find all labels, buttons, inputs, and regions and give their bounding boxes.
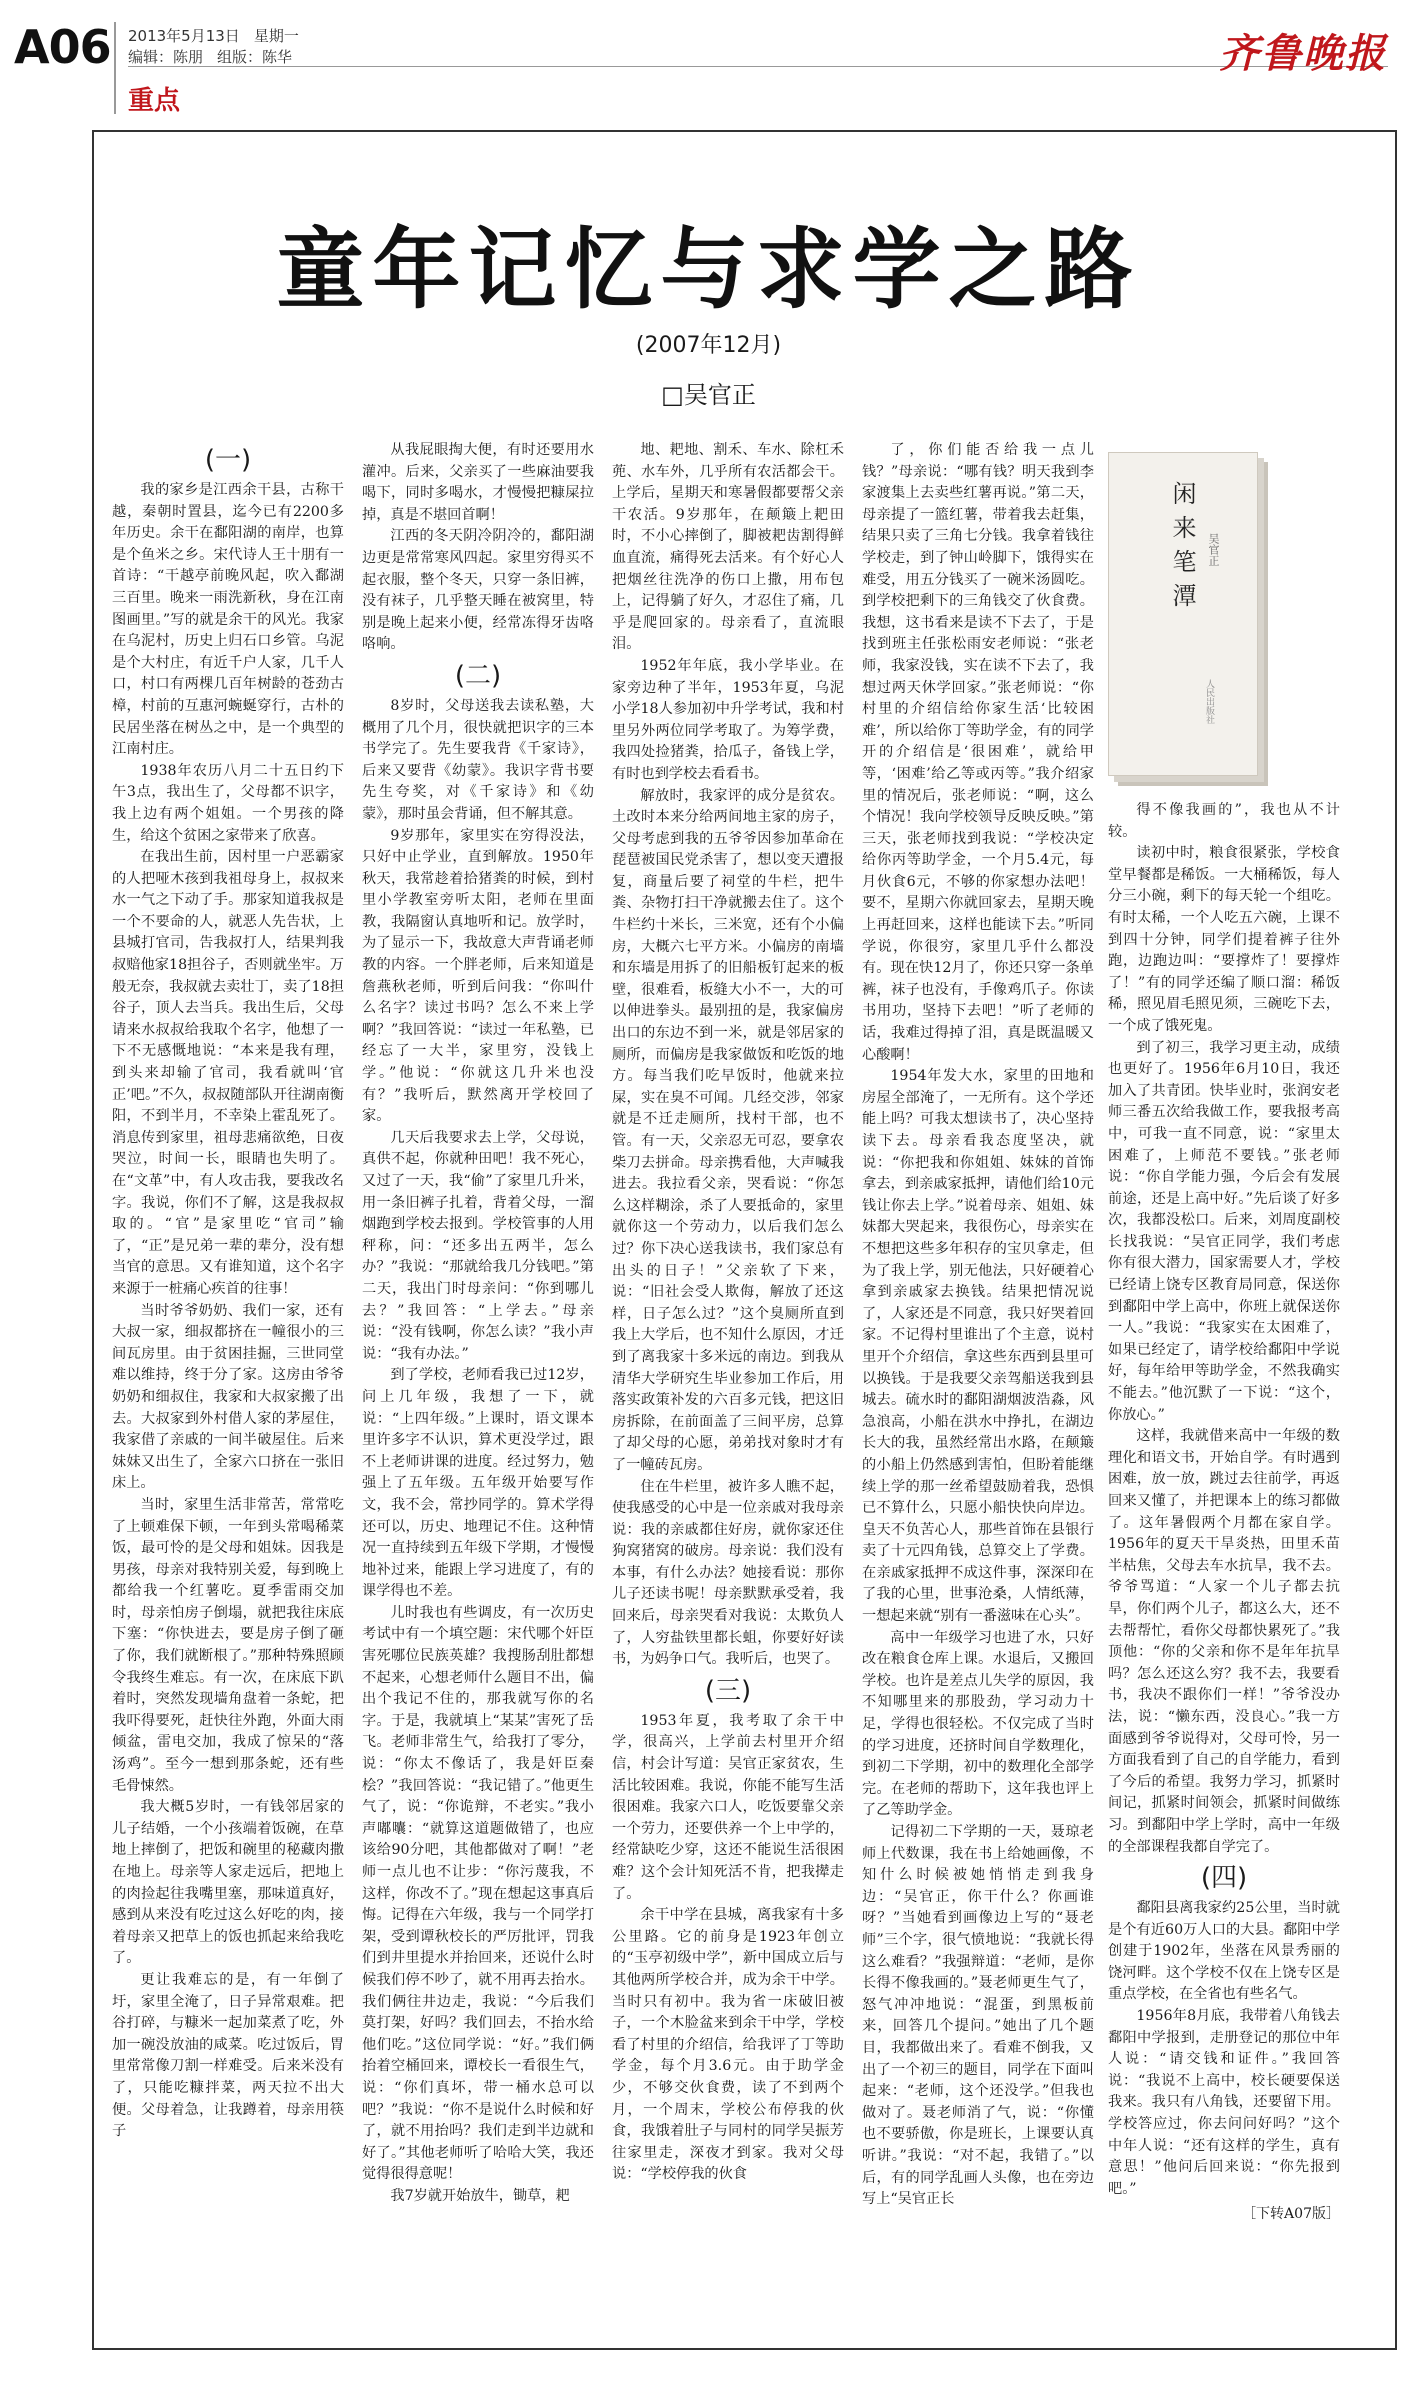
paragraph: 1938年农历八月二十五日约下午3点，我出生了，父母都不识字，我上边有两个姐姐。一个男孩的降生，给这个贫困之家带来了欣喜。 [112, 762, 344, 844]
paragraph: 住在牛栏里，被许多人瞧不起，使我感受的心中是一位亲戚对我母亲说：我的亲戚都住好房，就你家还住狗窝猪窝的破房。母亲说：我们没有本事，有什么办法？她接看说：那你儿子还读书呢！母亲默默承受着，我回来后，母亲哭看对我说：太欺负人了，人穷盐铁里都长蛆，你要好好读书，为妈争口气。我听后，也哭了。 [612, 1478, 844, 1668]
paragraph: 江西的冬天阴冷阴冷的，鄱阳湖边更是常常寒风四起。家里穷得买不起衣服，整个冬天，只穿一条旧裤，没有袜子，几乎整天睡在被窝里，特别是晚上起来小便，经常冻得牙齿咯咯响。 [362, 528, 594, 653]
issue-weekday: 星期一 [253, 27, 299, 45]
book-title: 闲来笔潭 [1168, 481, 1196, 617]
paragraph: 余干中学在县城，离我家有十多公里路。它的前身是1923年创立的“玉亭初级中学”，新中国成立后与其他两所学校合并，成为余干中学。当时只有初中。我为省一床破旧被子，一个木脸盆来到余干中学，学校看了村里的介绍信，给我评了丁等助学金，每个月3.6元。由于助学金少，不够交伙食费，读了不到两个月，一个周末，学校公布停我的伙食，我饿着肚子与同村的同学吴振芳往家里走，深夜才到家。我对父母说：“学校停我的伙食 [612, 1907, 844, 2183]
header-divider [114, 22, 116, 114]
paragraph: 9岁那年，家里实在穷得没法，只好中止学业，直到解放。1950年秋天，我常趁着拾猪粪的时候，到村里小学教室旁听太阳，老师在里面教，我隔窗认真地听和记。放学时，为了显示一下，我故意大声背诵老师教的内容。一个胖老师，后来知道是詹燕秋老师，听到后问我：“你叫什么名字？读过书吗？怎么不来上学啊？”我回答说：“读过一年私塾，已经忘了一大半，家里穷，没钱上学。”他说：“你就这几升米也没有？”我听后，默然离开学校回了家。 [362, 827, 594, 1125]
paragraph: 1953年夏，我考取了余干中学，很高兴，上学前去村里开介绍信，村会计写道：吴官正家贫农，生活比较困难。我说，你能不能写生活很困难。我家六口人，吃饭要靠父亲一个劳力，还要供养一个上中学的，经常缺吃少穿，这还不能说生活很困难？这个会计知死活不肯，把我撵走了。 [612, 1712, 844, 1902]
page-meta [128, 26, 313, 68]
paragraph: 读初中时，粮食很紧张，学校食堂早餐都是稀饭。一大桶稀饭，每人分三小碗，剩下的每天轮一个组吃。有时太稀，一个人吃五六碗，上课不到四十分钟，同学们提着裤子往外跑，边跑边叫：“要撑炸了！要撑炸了！”有的同学还编了顺口溜：稀饭稀，照见眉毛照见须，三碗吃下去，一个成了饿死鬼。 [1108, 845, 1340, 1034]
continuation-note: ［下转A07版］ [1242, 2206, 1340, 2223]
paragraph: 到了学校，老师看我已过12岁，问上几年级，我想了一下，就说：“上四年级。”上课时，语文课本里许多字不认识，算术更没学过，跟不上老师讲课的进度。经过努力，勉强上了五年级。五年级开始要写作文，我不会，常抄同学的。算术学得还可以，历史、地理记不住。这种情况一直持续到五年级下学期，才慢慢地补过来，能跟上学习进度了，有的课学得也不差。 [362, 1367, 594, 1600]
paragraph: 我7岁就开始放牛，锄草，耙 [390, 2187, 570, 2204]
column-body [862, 440, 1094, 2211]
paragraph: 从我屁眼掏大便，有时还要用水灌冲。后来，父亲买了一些麻油要我喝下，同时多喝水，才慢慢把糠屎拉掉，真是不堪回首啊！ [362, 442, 594, 523]
paragraph: 得不像我画的”，我也从不计较。 [1108, 802, 1340, 840]
paragraph: 我的家乡是江西余干县，古称干越，秦朝时置县，迄今已有2200多年历史。余干在鄱阳湖的南岸，也算是个鱼米之乡。宋代诗人王十朋有一首诗：“干越亭前晚风起，吹入鄱湖三百里。晚来一雨洗新秋，身在江南图画里。”写的就是余干的风光。我家在乌泥村，历史上归石口乡管。乌泥是个大村庄，有近千户人家，几千人口，村口有两棵几百年树龄的苍劲古樟，村前的互惠河蜿蜒穿行，古朴的民居坐落在树丛之中，是一个典型的江南村庄。 [112, 482, 344, 758]
book-author: 吴官正 [1207, 533, 1220, 566]
column-body [362, 696, 594, 2208]
paragraph: 记得初二下学期的一天，聂琼老师上代数课，我在书上给她画像，不知什么时候被她悄悄走到我身边：“吴官正，你干什么？你画谁呀？”当她看到画像边上写的“聂老师”三个字，很气愤地说：“我就长得这么难看？”我强辩道：“老师，是你长得不像我画的。”聂老师更生气了，怒气冲冲地说：“混蛋，到黑板前来，回答几个提问。”她出了几个题目，我都做出来了。看难不倒我，又出了一个初三的题目，同学在下面叫起来：“老师，这个还没学。”但我也做对了。聂老师消了气，说：“你懂也不要骄傲，你是班长，上课要认真听讲。”我说：“对不起，我错了。”以后，有的同学乱画人头像，也在旁边写上“吴官正长 [862, 1824, 1094, 2208]
paragraph: 儿时我也有些调皮，有一次历史考试中有一个填空题：宋代哪个奸臣害死哪位民族英雄？我搜肠刮肚都想不起来，心想老师什么题目不出，偏出个我记不住的，那我就写你的名字。于是，我就填上“某某”害死了岳飞。老师非常生气，给我打了零分，说：“你太不像话了，我是奸臣秦桧？”我回答说：“我记错了。”他更生气了，说：“你诡辩，不老实。”我小声嘟囔：“就算这道题做错了，也应该给90分吧，其他都做对了啊！”老师一点儿也不让步：“你污蔑我，不这样，你改不了。”现在想起这事真后悔。记得在六年级，我与一个同学打架，受到谭秋校长的严厉批评，罚我们到井里提水并抬回来，还说什么时候我们停不吵了，就不用再去抬水。我们俩往井边走，我说：“今后我们莫打架，好吗？我们回去，不抬水给他们吃。”这位同学说：“好。”我们俩抬着空桶回来，谭校长一看很生气，说：“你们真坏，带一桶水总可以吧？”我说：“你不是说什么时候和好了，就不用抬吗？我们走到半边就和好了。”其他老师听了哈哈大笑，我还觉得很得意呢！ [362, 1604, 594, 2183]
page-number: A06 [14, 20, 111, 74]
paragraph: 了，你们能否给我一点儿钱？”母亲说：“哪有钱？明天我到李家渡集上去卖些红薯再说。”第二天，母亲提了一篮红薯，带着我去赶集，结果只卖了三角七分钱。我拿着钱往学校走，到了钟山岭脚下，饿得实在难受，用五分钱买了一碗米汤圆吃。到学校把剩下的三角钱交了伙食费。我想，这书看来是读不下去了，于是找到班主任张松雨安老师说：“张老师，我家没钱，实在读不下去了，我想过两天休学回家。”张老师说：“你村里的介绍信给你家生活‘比较困难’，所以给你丁等助学金，有的同学开的介绍信是‘很困难’，就给甲等，‘困难’给乙等或丙等。”我介绍家里的情况后，张老师说：“啊，这么个情况！我向学校领导反映反映。”第三天，张老师找到我说：“学校决定给你丙等助学金，一个月5.4元，每月伙食6元，不够的你家想办法吧！要不，星期六你就回家去，星期天晚上再赶回来，这样也能读下去。”听同学说，你很穷，家里几乎什么都没有。现在快12月了，你还只穿一条单裤，袜子也没有，手像鸡爪子。你读书用功，坚持下去吧！”听了老师的话，我难过得掉了泪，真是既温暖又心酸啊！ [862, 442, 1094, 1063]
paragraph: 在我出生前，因村里一户恶霸家的人把哑木孩到我祖母身上，叔叔来水一气之下动了手。那家知道我叔是一个不要命的人，就恶人先告状，上县城打官司，告我叔打人，结果判我叔赔他家18担谷子，否则就坐牢。万般无奈，我叔就去卖壮丁，卖了18担谷子，顶人去当兵。我出生后，父母请来水叔叔给我取个名字，他想了一下不无感慨地说：“本来是我有理，到头来却输了官司，我看就叫‘官正’吧。”不久，叔叔随部队开往湖南衡阳，不到半月，不幸染上霍乱死了。消息传到家里，祖母悲痛欲绝，日夜哭泣，时间一长，眼睛也失明了。在“文革”中，有人攻击我，要我改名字。我说，你们不了解，这是我叔叔取的。“官”是家里吃“官司”输了，“正”是兄弟一辈的辈分，没有想当官的意思。又有谁知道，这个名字来源于一桩痛心疾首的往事！ [112, 849, 344, 1297]
section-heading: (一) [204, 445, 252, 475]
paragraph: 8岁时，父母送我去读私塾，大概用了几个月，很快就把识字的三本书学完了。先生要我背《千家诗》，后来又要背《幼蒙》。我识字背书要先生夸奖，对《千家诗》和《幼蒙》，那时虽会背诵，但不解其意。 [362, 697, 594, 822]
article-column-5 [1108, 800, 1340, 2226]
column-body [112, 480, 344, 2143]
article-title: 童年记忆与求学之路 [276, 218, 1141, 321]
editor-credit: 编辑：陈朋 [128, 48, 204, 66]
section-heading: (四) [1200, 1863, 1248, 1894]
article-column-1 [112, 440, 344, 2143]
paragraph: 1952年年底，我小学毕业。在家旁边种了半年，1953年夏，乌泥小学18人参加初中升学考试，我和村里另外两位同学考取了。为筹学费，我四处捡猪粪，拾瓜子，备钱上学，有时也到学校去看看书。 [612, 657, 844, 782]
column-body [612, 1711, 844, 2186]
newspaper-logo: 齐鲁晚报 [1219, 30, 1387, 77]
column-body [612, 440, 844, 1671]
section-label: 重点 [128, 86, 181, 116]
paragraph: 1956年8月底，我带着八角钱去鄱阳中学报到，走册登记的那位中年人说：“请交钱和证件。”我回答说：“我说不上高中，校长硬要保送我来。我只有八角钱，还要留下用。学校答应过，你去问问好吗？”这个中年人说：“还有这样的学生，真有意思！”他问后回来说：“你先报到吧。” [1108, 2008, 1340, 2197]
section-heading: (三) [704, 1675, 752, 1706]
book-cover-image [1108, 452, 1258, 776]
paragraph: 高中一年级学习也进了水，只好改在粮食仓库上课。水退后，又搬回学校。也许是差点儿失学的原因，我不知哪里来的那股劲，学习动力十足，学得也很轻松。不仅完成了当时的学习进度，还挤时间自学数理化，到初二下学期，初中的数理化全部学完。在老师的帮助下，这年我也评上了乙等助学金。 [862, 1629, 1094, 1819]
issue-date: 2013年5月13日 [128, 27, 240, 45]
paragraph: 更让我难忘的是，有一年倒了圩，家里全淹了，日子异常艰难。把谷打碎，与糠米一起加菜煮了吃，外加一碗没放油的咸菜。吃过饭后，胃里常常像刀割一样难受。后来米没有了，只能吃糠拌菜，两天拉不出大便。父母着急，让我蹲着，母亲用筷子 [112, 1971, 344, 2140]
paragraph: 当时，家里生活非常苦，常常吃了上顿难保下顿，一年到头常喝稀菜饭，最可怜的是父母和姐妹。因我是男孩，母亲对我特别关爱，每到晚上都给我一个红薯吃。夏季雷雨交加时，母亲怕房子倒塌，就把我往床底下塞：“你快进去，要是房子倒了砸了你，我们就断根了。”那种特殊照顾令我终生难忘。有一次，在床底下趴着时，突然发现墙角盘着一条蛇，把我吓得要死，赶快往外跑，外面大雨倾盆，雷电交加，我成了惊呆的“落汤鸡”。至今一想到那条蛇，还有些毛骨悚然。 [112, 1496, 344, 1794]
article-date: (2007年12月) [635, 333, 782, 358]
column-body [362, 440, 594, 656]
paragraph: 鄱阳县离我家约25公里，当时就是个有近60万人口的大县。鄱阳中学创建于1902年，坐落在风景秀丽的饶河畔。这个学校不仅在上饶专区是重点学校，在全省也有些名气。 [1108, 1900, 1340, 2003]
article-column-3 [612, 440, 844, 2186]
article-column-4 [862, 440, 1094, 2211]
article-column-2 [362, 440, 594, 2208]
header-rule [128, 66, 1388, 67]
article-author: □吴官正 [661, 381, 756, 409]
page-header [0, 0, 1417, 120]
paragraph: 解放时，我家评的成分是贫农。土改时本来分给两间地主家的房子，父母考虑到我的五爷爷因参加革命在琵琶被国民党杀害了，想以变天遭报复，商量后要了祠堂的牛栏，把牛粪、杂物打扫干净就搬去住了。这个牛栏约十米长，三米宽，还有个小偏房，大概六七平方米。小偏房的南墙和东墙是用拆了的旧船板钉起来的板壁，很难看，板缝大小不一，大的可以伸进拳头。最别扭的是，我家偏房出口的东边不到一米，就是邻居家的厕所，而偏房是我家做饭和吃饭的地方。每当我们吃早饭时，他就来拉屎，实在臭不可闻。几经交涉，邻家就是不迁走厕所，找村干部，也不管。有一天，父亲忍无可忍，要拿农柴刀去拼命。母亲携看他，大声喊我进去。我拉看父亲，哭看说：“你怎么这样糊涂，杀了人要抵命的，家里就你这一个劳动力，以后我们怎么过？你下决心送我读书，我们家总有出头的日子！”父亲软了下来，说：“旧社会受人欺侮，解放了还这样，日子怎么过？”这个臭厕所直到我上大学后，也不知什么原因，才迁到了离我家十多米远的南边。到我从清华大学研究生毕业参加工作后，用落实政策补发的六百多元钱，把这旧房拆除，在前面盖了三间平房，总算了却父母的心愿，弟弟找对象时才有了一幢砖瓦房。 [612, 787, 844, 1473]
paragraph: 地、耙地、割禾、车水、除杠禾蔸、水车外，几乎所有农活都会干。上学后，星期天和寒暑假都要帮父亲干农活。9岁那年，在颠簸上耙田时，不小心摔倒了，脚被耙齿割得鲜血直流，痛得死去活来。有个好心人把烟丝往洗净的伤口上撒，用布包上，记得躺了好久，才忍住了痛，几乎是爬回家的。母亲看了，直流眼泪。 [612, 442, 844, 653]
layout-credit: 组版：陈华 [217, 48, 293, 66]
paragraph: 当时爷爷奶奶、我们一家，还有大叔一家，细叔都挤在一幢很小的三间瓦房里。由于贫困挂掘，三世同堂难以维持，终于分了家。这房由爷爷奶奶和细叔住，我家和大叔家搬了出去。大叔家到外村借人家的茅屋住，我家借了亲戚的一间半破屋住。后来妹妹又出生了，全家六口挤在一张旧床上。 [112, 1302, 344, 1492]
column-body [1108, 800, 1340, 2200]
paragraph: 我大概5岁时，一有钱邻居家的儿子结婚，一个小孩端着饭碗，在草地上摔倒了，把饭和碗里的秘藏肉撒在地上。母亲等人家走远后，把地上的肉捡起往我嘴里塞，那味道真好，感到从来没有吃过这么好吃的肉，接着母亲又把草上的饭也抓起来给我吃了。 [112, 1799, 344, 1967]
book-publisher: 人民出版社 [1204, 679, 1214, 724]
paragraph: 几天后我要求去上学，父母说，真供不起，你就种田吧！我不死心，又过了一天，我“偷”了家里几升米，用一条旧裤子扎着，背着父母，一溜烟跑到学校去报到。学校管事的人用秤称，问：“还多出五两半，怎么办？”我说：“那就给我几分钱吧。”第二天，我出门时母亲问：“你到哪儿去？”我回答：“上学去。”母亲说：“没有钱啊，你怎么读？”我小声说：“我有办法。” [362, 1129, 594, 1362]
paragraph: 1954年发大水，家里的田地和房屋全部淹了，一无所有。这个学还能上吗？可我太想读书了，决心坚持读下去。母亲看我态度坚决，就说：“你把我和你姐姐、妹妹的首饰拿去，到亲戚家抵押，请他们给10元钱让你去上学。”说着母亲、姐姐、妹妹都大哭起来，我很伤心，母亲实在不想把这些多年积存的宝贝拿走，但为了我上学，别无他法，只好硬着心拿到亲戚家去换钱。结果把情况说了，人家还是不同意，我只好哭着回家。不记得村里谁出了个主意，说村里开个介绍信，拿这些东西到县里可以换钱。于是我要父亲驾船送我到县城去。硫水时的鄱阳湖烟波浩淼，风急浪高，小船在洪水中挣扎，在湖边长大的我，虽然经常出水路，在颠簸的小船上仍然感到害怕，但盼着能继续上学的那一丝希望鼓励着我，恐惧已不算什么，只愿小船快快向岸边。皇天不负苦心人，那些首饰在县银行卖了十元四角钱，总算交上了学费。在亲戚家抵押不成这件事，深深印在了我的心里，世事沧桑，人情纸薄，一想起来就“别有一番滋味在心头”。 [862, 1068, 1094, 1625]
paragraph: 到了初三，我学习更主动，成绩也更好了。1956年6月10日，我还加入了共青团。快毕业时，张润安老师三番五次给我做工作，要我报考高中，可我一直不同意，说：“家里太困难了，上师范不要钱。”张老师说：“你自学能力强，今后会有发展前途，还是上高中好。”先后谈了好多次，我都没松口。后来，刘周度副校长找我说：“吴官正同学，我们考虑你有很大潜力，国家需要人才，学校已经请上饶专区教育局同意，保送你到鄱阳中学上高中，你班上就保送你一人。”我说：“我家实在太困难了，如果已经定了，请学校给鄱阳中学说好，每年给甲等助学金，不然我确实不能去。”他沉默了一下说：“这个，你放心。” [1108, 1039, 1340, 1423]
paragraph: 这样，我就借来高中一年级的数理化和语文书，开始自学。有时遇到困难，放一放，跳过去往前学，再返回来又懂了，并把课本上的练习都做了。这年暑假两个月都在家自学。1956年的夏天干旱炎热，田里禾苗半枯焦，父母去车水抗旱，我不去。爷爷骂道：“人家一个儿子都去抗旱，你们两个儿子，都这么大，还不去帮帮忙，看你父母都快累死了。”我顶他：“你的父亲和你不是年年抗旱吗？怎么还这么穷？我不去，我要看书，我决不跟你们一样！”爷爷没办法，说：“懒东西，没良心。”我一方面感到爷爷说得对，父母可怜，另一方面我看到了自己的自学能力，看到了今后的希望。我努力学习，抓紧时间记，抓紧时间领会，抓紧时间做练习。到鄱阳中学上学时，高中一年级的全部课程我都自学完了。 [1108, 1428, 1340, 1855]
section-heading: (二) [454, 660, 502, 691]
